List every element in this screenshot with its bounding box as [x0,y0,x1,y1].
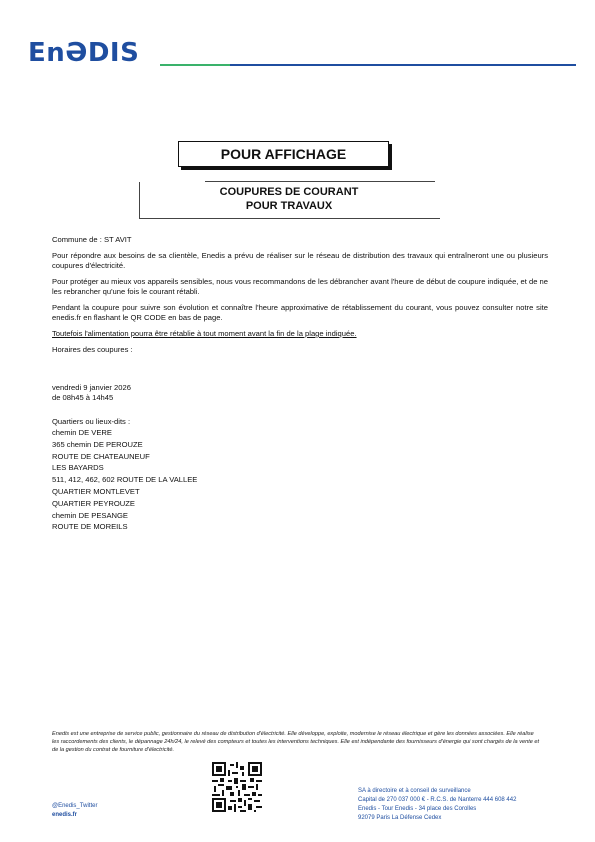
street-item: ROUTE DE CHATEAUNEUF [52,451,150,461]
quartiers-label: Quartiers ou lieux-dits : [52,417,131,426]
twitter-link[interactable]: @Enedis_Twitter [52,803,98,809]
company-info-line: Enedis - Tour Enedis - 34 place des Corolles [358,806,477,812]
badge-label: POUR AFFICHAGE [220,146,347,162]
title-line-1: COUPURES DE COURANT [219,186,359,198]
commune-label: Commune de : [52,235,102,244]
warning-line: Toutefois l'alimentation pourra être rétablie à tout moment avant la fin de la plage indiquée. [52,329,357,338]
company-info-line: 92079 Paris La Défense Cedex [358,815,442,821]
company-info [358,787,516,823]
website-link[interactable]: enedis.fr [52,812,78,818]
title-line-2: POUR TRAVAUX [245,200,333,212]
paragraph-follow-up: Pendant la coupure pour suivre son évolution et connaître l'heure approximative de rétablissement du courant, vous pouvez consulter notre site enedis.fr en flashant le QR CODE en bas de page. [52,303,548,322]
document-title [139,185,439,213]
company-info-line: SA à directoire et à conseil de surveillance [358,788,471,794]
title-top-rule [205,181,435,182]
enedis-logo [28,38,139,68]
qr-code[interactable] [212,762,262,812]
paragraph-intro: Pour répondre aux besoins de sa clientèle, Enedis a prévu de réaliser sur le réseau de distribution des travaux qui entraîneront une ou plusieurs coupures d'électricité. [52,251,548,270]
footer-links [52,802,97,820]
notice-body [52,235,548,533]
schedule-time: de 08h45 à 14h45 [52,393,114,402]
streets-list [52,427,548,533]
street-item: 365 chemin DE PEROUZE [52,439,143,449]
commune-line [52,235,548,245]
street-item: chemin DE PESANGE [52,510,128,520]
pour-affichage-badge [178,141,389,167]
logo-rule [160,64,576,66]
street-item: LES BAYARDS [52,463,104,473]
legal-notice: Enedis est une entreprise de service public, gestionnaire du réseau de distribution d'électricité. Elle développe, exploite, modernise le réseau électrique et gère les données associées. Elle réalise les raccordements des clients, le dépannage 24h/24, le relevé des compteurs et toutes les interventions techniques. Elle est indépendante des fournisseurs d'énergie qui sont chargés de la vente et de la gestion du contrat de fourniture d'électricité. [52,730,540,753]
horaires-label: Horaires des coupures : [52,345,133,354]
commune-value: ST AVIT [103,235,132,244]
schedule-date: vendredi 9 janvier 2026 [52,383,131,392]
street-item: ROUTE DE MOREILS [52,522,128,532]
paragraph-protection: Pour protéger au mieux vos appareils sensibles, nous vous recommandons de les débrancher avant l'heure de début de coupure indiquée, et de ne les rebrancher qu'une fois le courant rétabli. [52,277,548,296]
street-item: chemin DE VERE [52,428,112,437]
logo-text: EnƏDIS [28,38,140,68]
street-item: 511, 412, 462, 602 ROUTE DE LA VALLEE [52,475,198,485]
company-info-line: Capital de 270 037 000 € - R.C.S. de Nanterre 444 608 442 [358,797,517,803]
street-item: QUARTIER MONTLEVET [52,486,140,496]
street-item: QUARTIER PEYROUZE [52,498,135,508]
